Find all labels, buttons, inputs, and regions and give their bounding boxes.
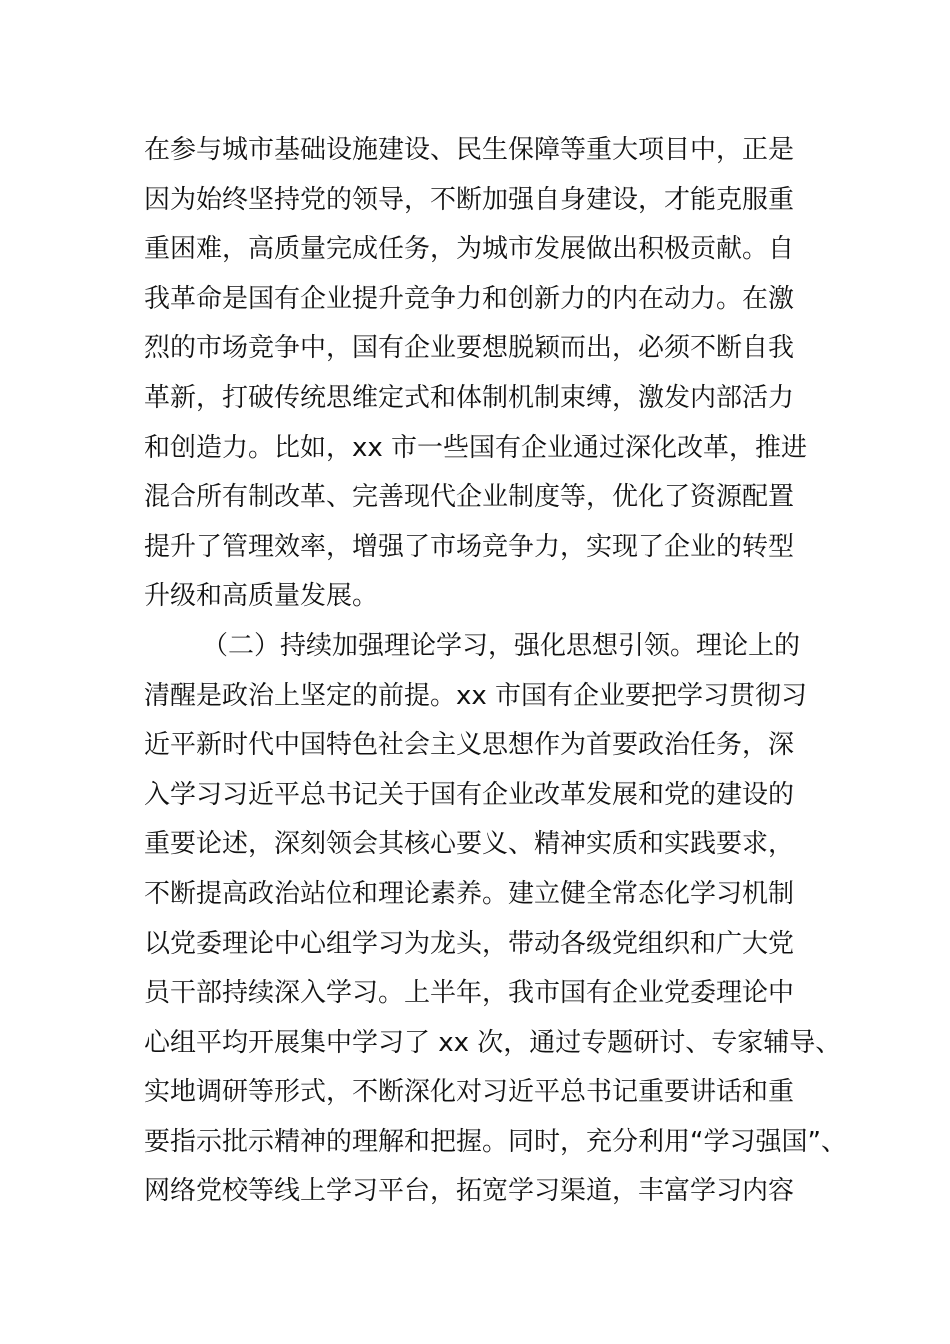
text-line: 提升了管理效率，增强了市场竞争力，实现了企业的转型 [144,531,795,562]
text-line: 要指示批示精神的理解和把握。同时，充分利用“学习强国”、 [144,1126,847,1157]
text-line: 在参与城市基础设施建设、民生保障等重大项目中，正是 [144,135,795,165]
text-line: 混合所有制改革、完善现代企业制度等，优化了资源配置 [144,482,795,513]
text-line: 实地调研等形式，不断深化对习近平总书记重要讲话和重 [144,1077,795,1108]
text-line: 网络党校等线上学习平台，拓宽学习渠道，丰富学习内容 [144,1176,795,1207]
text-line: 重困难，高质量完成任务，为城市发展做出积极贡献。自 [144,234,795,265]
text-line: 重要论述，深刻领会其核心要义、精神实质和实践要求， [144,829,795,860]
text-line: 革新，打破传统思维定式和体制机制束缚，激发内部活力 [144,382,795,413]
text-line: 近平新时代中国特色社会主义思想作为首要政治任务，深 [144,730,795,761]
text-line: 以党委理论中心组学习为龙头，带动各级党组织和广大党 [144,928,795,959]
text-line: 升级和高质量发展。 [144,581,379,612]
text-line: 清醒是政治上坚定的前提。xx 市国有企业要把学习贯彻习 [144,680,808,711]
body-text [144,126,847,1217]
text-line: 我革命是国有企业提升竞争力和创新力的内在动力。在激 [144,283,795,314]
text-line: 烈的市场竞争中，国有企业要想脱颖而出，必须不断自我 [144,333,795,364]
text-line: 入学习习近平总书记关于国有企业改革发展和党的建设的 [144,779,795,810]
text-line: 心组平均开展集中学习了 xx 次，通过专题研讨、专家辅导、 [144,1027,842,1058]
text-line: 和创造力。比如，xx 市一些国有企业通过深化改革，推进 [144,432,808,463]
text-line: 员干部持续深入学习。上半年，我市国有企业党委理论中 [144,978,795,1009]
section-heading-line: （二）持续加强理论学习，强化思想引领。理论上的 [202,630,801,661]
text-line: 不断提高政治站位和理论素养。建立健全常态化学习机制 [144,878,795,909]
text-line: 因为始终坚持党的领导，不断加强自身建设，才能克服重 [144,184,795,215]
